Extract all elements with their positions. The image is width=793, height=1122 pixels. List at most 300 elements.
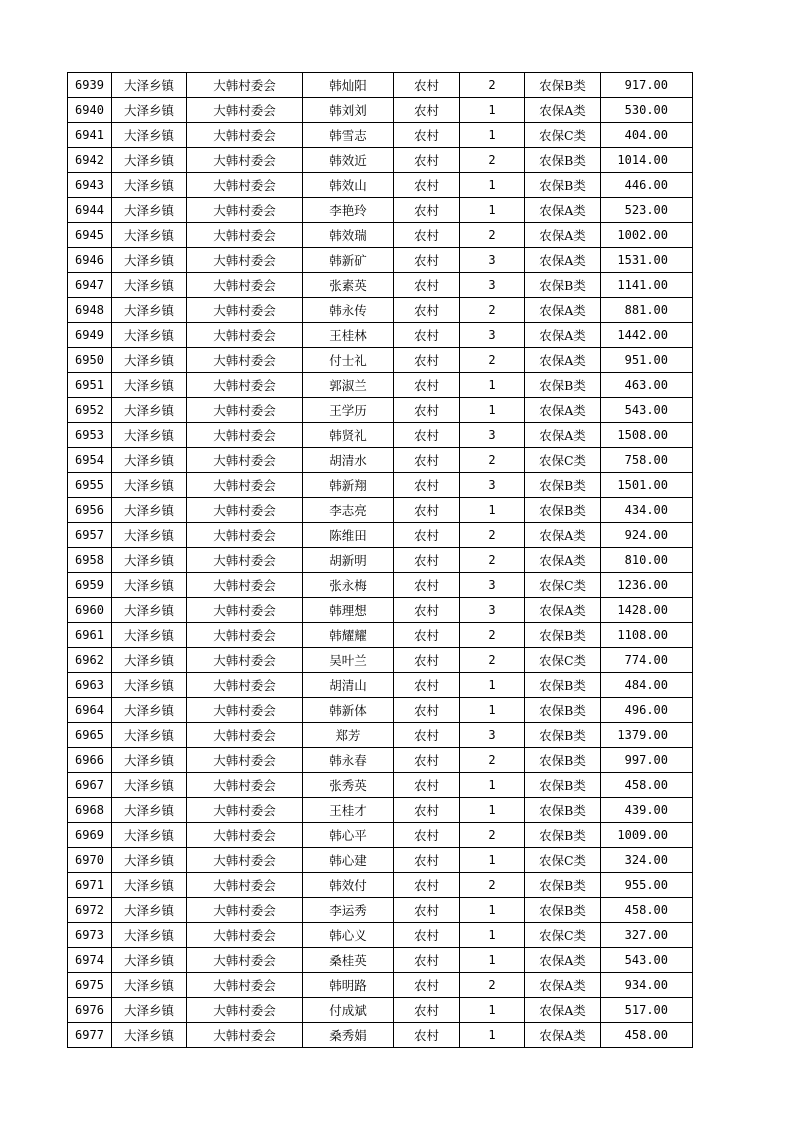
household-count-cell: 2: [460, 223, 525, 248]
household-count-cell: 1: [460, 373, 525, 398]
household-count-cell: 1: [460, 898, 525, 923]
township-cell: 大泽乡镇: [112, 273, 187, 298]
amount-cell: 523.00: [601, 198, 693, 223]
name-cell: 付士礼: [303, 348, 394, 373]
insurance-category-cell: 农保B类: [525, 773, 601, 798]
record-id-cell: 6948: [68, 298, 112, 323]
village-committee-cell: 大韩村委会: [187, 898, 303, 923]
insurance-category-cell: 农保B类: [525, 273, 601, 298]
name-cell: 郭淑兰: [303, 373, 394, 398]
area-type-cell: 农村: [394, 148, 460, 173]
record-id-cell: 6945: [68, 223, 112, 248]
amount-cell: 917.00: [601, 73, 693, 98]
table-row: [68, 723, 693, 748]
household-count-cell: 2: [460, 973, 525, 998]
record-id-cell: 6970: [68, 848, 112, 873]
township-cell: 大泽乡镇: [112, 748, 187, 773]
table-row: [68, 423, 693, 448]
amount-cell: 774.00: [601, 648, 693, 673]
insurance-category-cell: 农保A类: [525, 398, 601, 423]
area-type-cell: 农村: [394, 698, 460, 723]
amount-cell: 517.00: [601, 998, 693, 1023]
table-row: [68, 598, 693, 623]
record-id-cell: 6956: [68, 498, 112, 523]
table-row: [68, 123, 693, 148]
table-row: [68, 398, 693, 423]
record-id-cell: 6943: [68, 173, 112, 198]
area-type-cell: 农村: [394, 323, 460, 348]
name-cell: 王桂才: [303, 798, 394, 823]
record-id-cell: 6952: [68, 398, 112, 423]
name-cell: 吴叶兰: [303, 648, 394, 673]
area-type-cell: 农村: [394, 273, 460, 298]
insurance-category-cell: 农保B类: [525, 823, 601, 848]
area-type-cell: 农村: [394, 723, 460, 748]
amount-cell: 1236.00: [601, 573, 693, 598]
household-count-cell: 1: [460, 798, 525, 823]
table-row: [68, 1023, 693, 1048]
insurance-category-cell: 农保B类: [525, 898, 601, 923]
record-id-cell: 6939: [68, 73, 112, 98]
insurance-category-cell: 农保C类: [525, 848, 601, 873]
village-committee-cell: 大韩村委会: [187, 1023, 303, 1048]
village-committee-cell: 大韩村委会: [187, 423, 303, 448]
village-committee-cell: 大韩村委会: [187, 773, 303, 798]
name-cell: 张秀英: [303, 773, 394, 798]
township-cell: 大泽乡镇: [112, 423, 187, 448]
household-count-cell: 1: [460, 998, 525, 1023]
name-cell: 韩新翔: [303, 473, 394, 498]
insurance-category-cell: 农保A类: [525, 298, 601, 323]
record-id-cell: 6941: [68, 123, 112, 148]
household-count-cell: 3: [460, 473, 525, 498]
record-id-cell: 6971: [68, 873, 112, 898]
amount-cell: 1428.00: [601, 598, 693, 623]
village-committee-cell: 大韩村委会: [187, 873, 303, 898]
township-cell: 大泽乡镇: [112, 823, 187, 848]
insurance-category-cell: 农保B类: [525, 673, 601, 698]
table-row: [68, 73, 693, 98]
household-count-cell: 3: [460, 598, 525, 623]
name-cell: 韩雪志: [303, 123, 394, 148]
area-type-cell: 农村: [394, 398, 460, 423]
township-cell: 大泽乡镇: [112, 873, 187, 898]
record-id-cell: 6965: [68, 723, 112, 748]
insurance-category-cell: 农保B类: [525, 173, 601, 198]
amount-cell: 1002.00: [601, 223, 693, 248]
village-committee-cell: 大韩村委会: [187, 373, 303, 398]
area-type-cell: 农村: [394, 498, 460, 523]
area-type-cell: 农村: [394, 173, 460, 198]
township-cell: 大泽乡镇: [112, 598, 187, 623]
township-cell: 大泽乡镇: [112, 98, 187, 123]
village-committee-cell: 大韩村委会: [187, 498, 303, 523]
amount-cell: 439.00: [601, 798, 693, 823]
area-type-cell: 农村: [394, 673, 460, 698]
township-cell: 大泽乡镇: [112, 923, 187, 948]
table-row: [68, 523, 693, 548]
record-id-cell: 6974: [68, 948, 112, 973]
table-row: [68, 198, 693, 223]
area-type-cell: 农村: [394, 773, 460, 798]
table-row: [68, 848, 693, 873]
area-type-cell: 农村: [394, 473, 460, 498]
township-cell: 大泽乡镇: [112, 248, 187, 273]
area-type-cell: 农村: [394, 98, 460, 123]
household-count-cell: 2: [460, 873, 525, 898]
insurance-category-cell: 农保A类: [525, 973, 601, 998]
township-cell: 大泽乡镇: [112, 498, 187, 523]
village-committee-cell: 大韩村委会: [187, 973, 303, 998]
village-committee-cell: 大韩村委会: [187, 623, 303, 648]
amount-cell: 955.00: [601, 873, 693, 898]
insurance-category-cell: 农保A类: [525, 423, 601, 448]
insurance-category-cell: 农保B类: [525, 373, 601, 398]
area-type-cell: 农村: [394, 798, 460, 823]
village-committee-cell: 大韩村委会: [187, 673, 303, 698]
record-id-cell: 6955: [68, 473, 112, 498]
area-type-cell: 农村: [394, 873, 460, 898]
village-committee-cell: 大韩村委会: [187, 73, 303, 98]
name-cell: 韩灿阳: [303, 73, 394, 98]
name-cell: 张永梅: [303, 573, 394, 598]
insurance-category-cell: 农保B类: [525, 723, 601, 748]
township-cell: 大泽乡镇: [112, 573, 187, 598]
village-committee-cell: 大韩村委会: [187, 473, 303, 498]
record-id-cell: 6942: [68, 148, 112, 173]
township-cell: 大泽乡镇: [112, 298, 187, 323]
amount-cell: 1501.00: [601, 473, 693, 498]
insurance-category-cell: 农保B类: [525, 498, 601, 523]
insurance-category-cell: 农保B类: [525, 748, 601, 773]
record-id-cell: 6957: [68, 523, 112, 548]
amount-cell: 446.00: [601, 173, 693, 198]
name-cell: 韩效近: [303, 148, 394, 173]
table-row: [68, 898, 693, 923]
table-row: [68, 998, 693, 1023]
area-type-cell: 农村: [394, 123, 460, 148]
village-committee-cell: 大韩村委会: [187, 648, 303, 673]
amount-cell: 496.00: [601, 698, 693, 723]
amount-cell: 881.00: [601, 298, 693, 323]
area-type-cell: 农村: [394, 248, 460, 273]
household-count-cell: 2: [460, 523, 525, 548]
village-committee-cell: 大韩村委会: [187, 523, 303, 548]
record-id-cell: 6946: [68, 248, 112, 273]
name-cell: 韩永春: [303, 748, 394, 773]
name-cell: 桑桂英: [303, 948, 394, 973]
household-count-cell: 2: [460, 148, 525, 173]
table-row: [68, 323, 693, 348]
name-cell: 王学历: [303, 398, 394, 423]
insurance-category-cell: 农保A类: [525, 523, 601, 548]
household-count-cell: 2: [460, 648, 525, 673]
insurance-category-cell: 农保B类: [525, 798, 601, 823]
insurance-category-cell: 农保C类: [525, 123, 601, 148]
record-id-cell: 6960: [68, 598, 112, 623]
area-type-cell: 农村: [394, 198, 460, 223]
insurance-category-cell: 农保A类: [525, 198, 601, 223]
insurance-category-cell: 农保A类: [525, 98, 601, 123]
name-cell: 胡清水: [303, 448, 394, 473]
name-cell: 韩效付: [303, 873, 394, 898]
name-cell: 胡清山: [303, 673, 394, 698]
household-count-cell: 1: [460, 398, 525, 423]
table-row: [68, 948, 693, 973]
insurance-category-cell: 农保B类: [525, 623, 601, 648]
household-count-cell: 1: [460, 1023, 525, 1048]
village-committee-cell: 大韩村委会: [187, 998, 303, 1023]
amount-cell: 997.00: [601, 748, 693, 773]
township-cell: 大泽乡镇: [112, 848, 187, 873]
record-id-cell: 6953: [68, 423, 112, 448]
amount-cell: 951.00: [601, 348, 693, 373]
village-committee-cell: 大韩村委会: [187, 848, 303, 873]
record-id-cell: 6972: [68, 898, 112, 923]
insurance-category-cell: 农保C类: [525, 648, 601, 673]
township-cell: 大泽乡镇: [112, 673, 187, 698]
record-id-cell: 6962: [68, 648, 112, 673]
village-committee-cell: 大韩村委会: [187, 923, 303, 948]
amount-cell: 484.00: [601, 673, 693, 698]
area-type-cell: 农村: [394, 373, 460, 398]
record-id-cell: 6975: [68, 973, 112, 998]
household-count-cell: 1: [460, 848, 525, 873]
household-count-cell: 2: [460, 448, 525, 473]
household-count-cell: 2: [460, 823, 525, 848]
record-id-cell: 6973: [68, 923, 112, 948]
table-row: [68, 498, 693, 523]
record-id-cell: 6947: [68, 273, 112, 298]
village-committee-cell: 大韩村委会: [187, 298, 303, 323]
village-committee-cell: 大韩村委会: [187, 398, 303, 423]
record-id-cell: 6959: [68, 573, 112, 598]
name-cell: 韩效瑞: [303, 223, 394, 248]
amount-cell: 458.00: [601, 898, 693, 923]
amount-cell: 327.00: [601, 923, 693, 948]
area-type-cell: 农村: [394, 523, 460, 548]
area-type-cell: 农村: [394, 998, 460, 1023]
table-row: [68, 923, 693, 948]
area-type-cell: 农村: [394, 1023, 460, 1048]
household-count-cell: 1: [460, 948, 525, 973]
insurance-category-cell: 农保C类: [525, 573, 601, 598]
name-cell: 韩明路: [303, 973, 394, 998]
amount-cell: 1009.00: [601, 823, 693, 848]
table-row: [68, 273, 693, 298]
household-count-cell: 1: [460, 673, 525, 698]
township-cell: 大泽乡镇: [112, 73, 187, 98]
insurance-category-cell: 农保C类: [525, 923, 601, 948]
table-row: [68, 473, 693, 498]
village-committee-cell: 大韩村委会: [187, 198, 303, 223]
name-cell: 李志亮: [303, 498, 394, 523]
name-cell: 桑秀娟: [303, 1023, 394, 1048]
village-committee-cell: 大韩村委会: [187, 173, 303, 198]
name-cell: 胡新明: [303, 548, 394, 573]
household-count-cell: 2: [460, 73, 525, 98]
household-count-cell: 1: [460, 923, 525, 948]
insurance-category-cell: 农保C类: [525, 448, 601, 473]
household-count-cell: 3: [460, 323, 525, 348]
village-committee-cell: 大韩村委会: [187, 123, 303, 148]
township-cell: 大泽乡镇: [112, 223, 187, 248]
area-type-cell: 农村: [394, 748, 460, 773]
area-type-cell: 农村: [394, 623, 460, 648]
name-cell: 付成斌: [303, 998, 394, 1023]
table-row: [68, 223, 693, 248]
village-committee-cell: 大韩村委会: [187, 223, 303, 248]
township-cell: 大泽乡镇: [112, 773, 187, 798]
area-type-cell: 农村: [394, 548, 460, 573]
table-row: [68, 373, 693, 398]
table-row: [68, 148, 693, 173]
name-cell: 王桂林: [303, 323, 394, 348]
amount-cell: 543.00: [601, 398, 693, 423]
table-row: [68, 748, 693, 773]
name-cell: 韩耀耀: [303, 623, 394, 648]
table-row: [68, 798, 693, 823]
record-id-cell: 6961: [68, 623, 112, 648]
record-id-cell: 6950: [68, 348, 112, 373]
amount-cell: 1508.00: [601, 423, 693, 448]
record-id-cell: 6958: [68, 548, 112, 573]
village-committee-cell: 大韩村委会: [187, 748, 303, 773]
insurance-category-cell: 农保A类: [525, 598, 601, 623]
area-type-cell: 农村: [394, 948, 460, 973]
amount-cell: 1379.00: [601, 723, 693, 748]
township-cell: 大泽乡镇: [112, 898, 187, 923]
township-cell: 大泽乡镇: [112, 548, 187, 573]
table-row: [68, 248, 693, 273]
record-id-cell: 6969: [68, 823, 112, 848]
township-cell: 大泽乡镇: [112, 798, 187, 823]
record-id-cell: 6968: [68, 798, 112, 823]
record-id-cell: 6967: [68, 773, 112, 798]
insurance-category-cell: 农保B类: [525, 148, 601, 173]
household-count-cell: 2: [460, 623, 525, 648]
township-cell: 大泽乡镇: [112, 973, 187, 998]
household-count-cell: 2: [460, 548, 525, 573]
insurance-category-cell: 农保A类: [525, 223, 601, 248]
household-count-cell: 2: [460, 748, 525, 773]
amount-cell: 1531.00: [601, 248, 693, 273]
name-cell: 韩效山: [303, 173, 394, 198]
area-type-cell: 农村: [394, 923, 460, 948]
insurance-category-cell: 农保A类: [525, 998, 601, 1023]
household-count-cell: 1: [460, 773, 525, 798]
village-committee-cell: 大韩村委会: [187, 273, 303, 298]
village-committee-cell: 大韩村委会: [187, 723, 303, 748]
insurance-category-cell: 农保A类: [525, 1023, 601, 1048]
village-committee-cell: 大韩村委会: [187, 548, 303, 573]
household-count-cell: 3: [460, 273, 525, 298]
record-id-cell: 6976: [68, 998, 112, 1023]
amount-cell: 530.00: [601, 98, 693, 123]
village-committee-cell: 大韩村委会: [187, 323, 303, 348]
insurance-category-cell: 农保B类: [525, 873, 601, 898]
amount-cell: 543.00: [601, 948, 693, 973]
name-cell: 韩永传: [303, 298, 394, 323]
record-id-cell: 6954: [68, 448, 112, 473]
table-row: [68, 973, 693, 998]
insurance-category-cell: 农保B类: [525, 698, 601, 723]
amount-cell: 458.00: [601, 1023, 693, 1048]
name-cell: 陈维田: [303, 523, 394, 548]
record-id-cell: 6977: [68, 1023, 112, 1048]
amount-cell: 404.00: [601, 123, 693, 148]
household-count-cell: 1: [460, 173, 525, 198]
area-type-cell: 农村: [394, 973, 460, 998]
village-committee-cell: 大韩村委会: [187, 448, 303, 473]
township-cell: 大泽乡镇: [112, 173, 187, 198]
amount-cell: 1442.00: [601, 323, 693, 348]
area-type-cell: 农村: [394, 648, 460, 673]
amount-cell: 458.00: [601, 773, 693, 798]
table-row: [68, 648, 693, 673]
name-cell: 韩理想: [303, 598, 394, 623]
table-row: [68, 673, 693, 698]
records-table: [67, 72, 693, 1048]
insurance-category-cell: 农保A类: [525, 948, 601, 973]
insurance-category-cell: 农保A类: [525, 248, 601, 273]
record-id-cell: 6964: [68, 698, 112, 723]
township-cell: 大泽乡镇: [112, 373, 187, 398]
township-cell: 大泽乡镇: [112, 998, 187, 1023]
township-cell: 大泽乡镇: [112, 348, 187, 373]
household-count-cell: 1: [460, 498, 525, 523]
amount-cell: 434.00: [601, 498, 693, 523]
household-count-cell: 2: [460, 348, 525, 373]
insurance-category-cell: 农保B类: [525, 473, 601, 498]
table-body: [68, 73, 693, 1048]
table-row: [68, 448, 693, 473]
amount-cell: 934.00: [601, 973, 693, 998]
village-committee-cell: 大韩村委会: [187, 573, 303, 598]
name-cell: 韩新体: [303, 698, 394, 723]
table-row: [68, 773, 693, 798]
insurance-category-cell: 农保A类: [525, 348, 601, 373]
table-row: [68, 173, 693, 198]
name-cell: 李运秀: [303, 898, 394, 923]
amount-cell: 1014.00: [601, 148, 693, 173]
village-committee-cell: 大韩村委会: [187, 148, 303, 173]
name-cell: 张素英: [303, 273, 394, 298]
amount-cell: 758.00: [601, 448, 693, 473]
insurance-category-cell: 农保A类: [525, 548, 601, 573]
village-committee-cell: 大韩村委会: [187, 698, 303, 723]
village-committee-cell: 大韩村委会: [187, 98, 303, 123]
village-committee-cell: 大韩村委会: [187, 348, 303, 373]
table-row: [68, 873, 693, 898]
household-count-cell: 1: [460, 198, 525, 223]
record-id-cell: 6963: [68, 673, 112, 698]
township-cell: 大泽乡镇: [112, 398, 187, 423]
area-type-cell: 农村: [394, 298, 460, 323]
name-cell: 李艳玲: [303, 198, 394, 223]
household-count-cell: 1: [460, 698, 525, 723]
household-count-cell: 3: [460, 573, 525, 598]
table-row: [68, 823, 693, 848]
household-count-cell: 3: [460, 423, 525, 448]
township-cell: 大泽乡镇: [112, 948, 187, 973]
area-type-cell: 农村: [394, 898, 460, 923]
household-count-cell: 3: [460, 723, 525, 748]
insurance-category-cell: 农保B类: [525, 73, 601, 98]
amount-cell: 1108.00: [601, 623, 693, 648]
table-row: [68, 573, 693, 598]
area-type-cell: 农村: [394, 848, 460, 873]
